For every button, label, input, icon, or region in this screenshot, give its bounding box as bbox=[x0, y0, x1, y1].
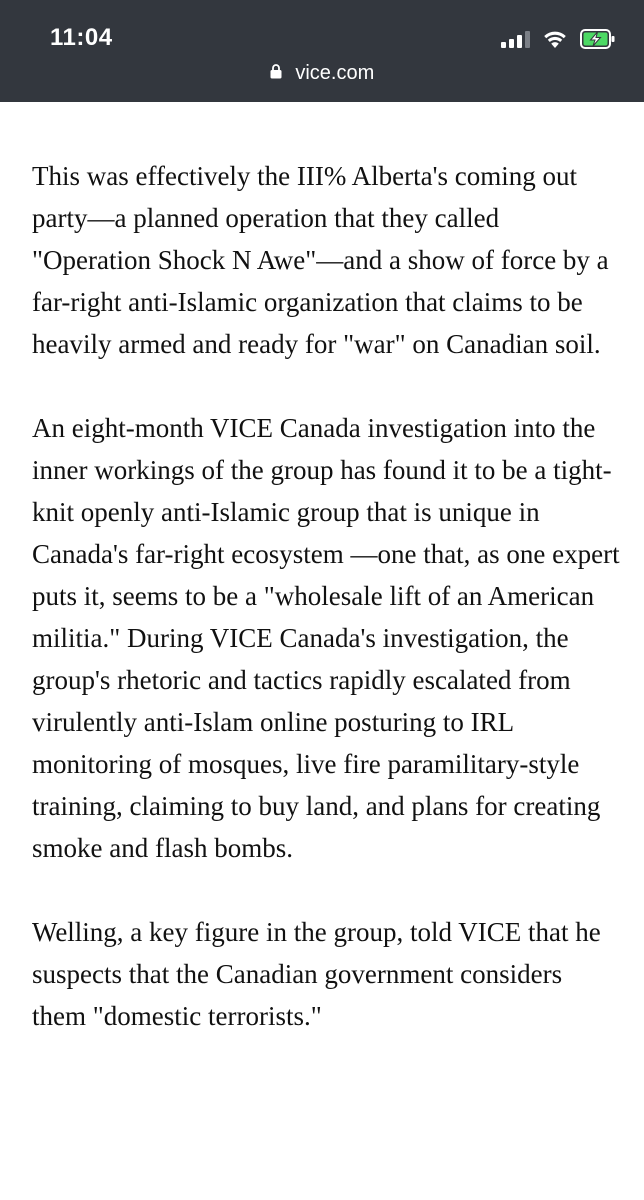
lock-icon bbox=[270, 64, 282, 79]
article-paragraph-2: An eight-month VICE Canada investigation into the inner workings of the group has found it to be a tight-knit openly anti-Islamic group that is unique in Canada's far-right ecosystem —one that, as one expert puts it, seems to be a "wholesale lift of an American militia." During VICE Canada's investigation, the group's rhetoric and tactics rapidly escalated from virulently anti-Islam online posturing to IRL monitoring of mosques, live fire paramilitary-style training, claiming to buy land, and plans for creating smoke and flash bombs. bbox=[32, 413, 620, 863]
browser-top-bar bbox=[0, 0, 644, 102]
article-paragraph-1: This was effectively the III% Alberta's coming out party—a planned operation that they called "Operation Shock N Awe"—and a show of force by a far-right anti-Islamic organization that claims to be heavily armed and ready for "war" on Canadian soil. bbox=[32, 161, 609, 359]
battery-charging-icon bbox=[580, 29, 616, 49]
url-text: vice.com bbox=[295, 62, 375, 84]
cellular-signal-icon bbox=[501, 30, 530, 48]
wifi-icon bbox=[542, 29, 568, 49]
status-time: 11:04 bbox=[50, 24, 113, 51]
article-body bbox=[32, 155, 622, 1079]
article-paragraph-3: Welling, a key figure in the group, told VICE that he suspects that the Canadian government considers them "domestic terrorists." bbox=[32, 917, 601, 1031]
status-icons bbox=[501, 26, 616, 52]
address-bar[interactable] bbox=[0, 62, 644, 85]
